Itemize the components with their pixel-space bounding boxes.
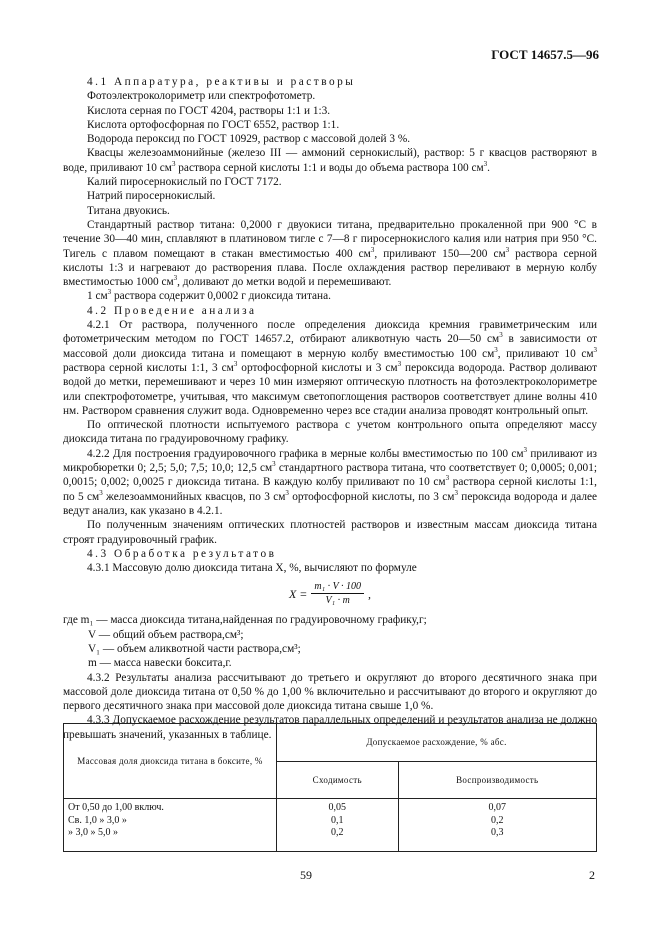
header-reproducibility: Воспроизводимость [398,761,596,799]
section-4-3-title: 4.3 Обработка результатов [87,547,277,560]
section-4-1-title: 4.1 Аппаратура, реактивы и растворы [87,76,356,88]
paragraph-4-3-3: 4.3.3 Допускаемое расхождение результатов параллельных определений и результатов анализа не должно превышать значений, указанных в таблице. [63,714,597,741]
definition-v: V — общий объем раствора,см³; [88,628,244,641]
paragraph-4-3-1: 4.3.1 Массовую долю диоксида титана X, %, вычисляют по формуле [87,562,417,575]
item-41-1: Кислота серная по ГОСТ 4204, растворы 1:1 и 1:3. [87,104,331,117]
titanium-formula [63,580,597,607]
concentration-paragraph: 1 $см^3$ раствора содержит 0,0002 г диоксида титана. [87,288,331,303]
convergence-value: 0,05 [328,802,347,813]
reproducibility-value: 0,07 [488,802,507,813]
paragraph-4-3-2: 4.3.2 Результаты анализа рассчитывают до третьего и округляют до второго десятичного знака при массовой доле диоксида титана от 0,50 % до 1,00 % включительно и рассчитывают до второго и округляют до первого десятичного знака при массовой доле диоксида титана свыше 1,0 %. [63,671,597,713]
paragraph-4-2-1-note: По оптической плотности испытуемого раствора с учетом контрольного опыта определяют массу диоксида титана по градуировочному графику. [63,419,597,446]
item-41-2: Кислота ортофосфорная по ГОСТ 6552, раствор 1:1. [87,118,340,131]
item-41-0: Фотоэлектроколориметр или спектрофотометр. [87,90,316,103]
ranges-cell [64,799,277,852]
convergence-value: 0,1 [331,814,344,826]
paragraph-4-2-2: 4.2.2 Для построения градуировочного графика в мерные колбы вместимостью по 100 $см^3$ приливают из микробюретки 0; 2,5; 5,0; 7,5; 10,0; 12,5 $см^3$ стандартного раствора титана, что соответствует 0; 0,0005; 0,001; 0,0015; 0,002; 0,0025 г диоксида титана. В каждую колбу приливают по 10 $см^3$ раствора серной кислоты 1:1, по 5 $см^3$ железоаммонийных квасцов, по 3 $см^3$ ортофосфорной кислоты, по 3 $см^3$ пероксида водорода и далее ведут анализ, как указано в 4.2.1. [63,445,597,517]
convergence-value: 0,2 [331,827,344,838]
formula-lhs: X = [288,586,308,601]
definition-m: m — масса навески боксита,г. [88,657,232,670]
item-41b-2: Титана двуокись. [87,204,170,217]
header-mass-fraction: Массовая доля диоксида титана в боксите, % [64,724,277,799]
item-41-3: Водорода пероксид по ГОСТ 10929, раствор с массовой долей 3 %. [87,133,411,146]
item-41b-0: Калий пиросернокислый по ГОСТ 7172. [87,176,282,189]
definition-m1: где m₁ — масса диоксида титана,найденная по градуировочному графику,г; [63,614,427,627]
paragraph-4-2-2-note: По полученным значениям оптических плотностей растворов и известным массам диоксида титана строят градуировочный график. [63,519,597,546]
formula-denominator: V₁ · m [325,595,350,607]
header-tolerance: Допускаемое расхождение, % абс. [277,724,597,762]
standard-solution-paragraph: Стандартный раствор титана: 0,2000 г двуокиси титана, предварительно прокаленной при 900 °С в течение 30—40 мин, сплавляют в платиновом тигле с 7—8 г пиросернокислого калия или натрия при 950 °С. Тигель с плавом помещают в стакан вместимостью 400 $см^3$, приливают 150—200 $см^3$ раствора серной кислоты 1:3 и нагревают до растворения плава. После охлаждения раствор переливают в мерную колбу вместимостью 1000 $см^3$, доливают до метки водой и перемешивают. [63,218,598,289]
standard-code-header: ГОСТ 14657.5—96 [491,47,599,62]
convergence-cell [277,799,399,852]
tolerance-table [63,723,597,852]
page-number: 59 [300,868,312,882]
alum-paragraph: Квасцы железоаммонийные (железо III — аммоний сернокислый), раствор: 5 г квасцов растворяют в воде, приливают 10 $см^3$ раствора серной кислоты 1:1 и воды до объема раствора 100 $см^3$. [63,147,597,174]
reproducibility-value: 0,3 [491,827,504,838]
sheet-number: 2 [589,868,595,882]
definition-v1: V₁ — объем аликвотной части раствора,см³; [88,642,301,655]
section-4-2-title: 4.2 Проведение анализа [87,304,257,317]
item-41b-1: Натрий пиросернокислый. [87,190,216,203]
range-row: Св. 1,0 » 3,0 » [68,814,127,826]
formula-definitions [63,613,597,670]
formula-tail: , [368,586,372,601]
range-row: » 3,0 » 5,0 » [68,827,118,838]
formula-numerator: m₁ · V · 100 [311,580,364,594]
reproducibility-cell [398,799,596,852]
range-row: От 0,50 до 1,00 включ. [68,802,164,813]
reproducibility-value: 0,2 [491,814,504,826]
formula-fraction [311,580,364,607]
header-convergence: Сходимость [277,761,399,799]
document-body [63,75,597,742]
paragraph-4-2-1: 4.2.1 От раствора, полученного после определения диоксида кремния гравиметрическим или фотометрическим методом по ГОСТ 14657.2, отбирают аликвотную часть 20—50 $см^3$ в зависимости от массовой доли диоксида титана и помещают в мерную колбу вместимостью 100 $см^3$, приливают 10 $см^3$ раствора серной кислоты 1:1, 3 $см^3$ ортофосфорной кислоты и 3 $см^3$ пероксида водорода. Раствор доливают водой до метки, перемешивают и через 10 мин измеряют оптическую плотность на фотоэлектроколориметре или спектрофотометре, учитывая, что максимум светопоглощения растворов соответствует длине волны 410 нм. Раствором сравнения служит вода. Одновременно через все стадии анализа проводят контрольный опыт. [63,319,598,417]
